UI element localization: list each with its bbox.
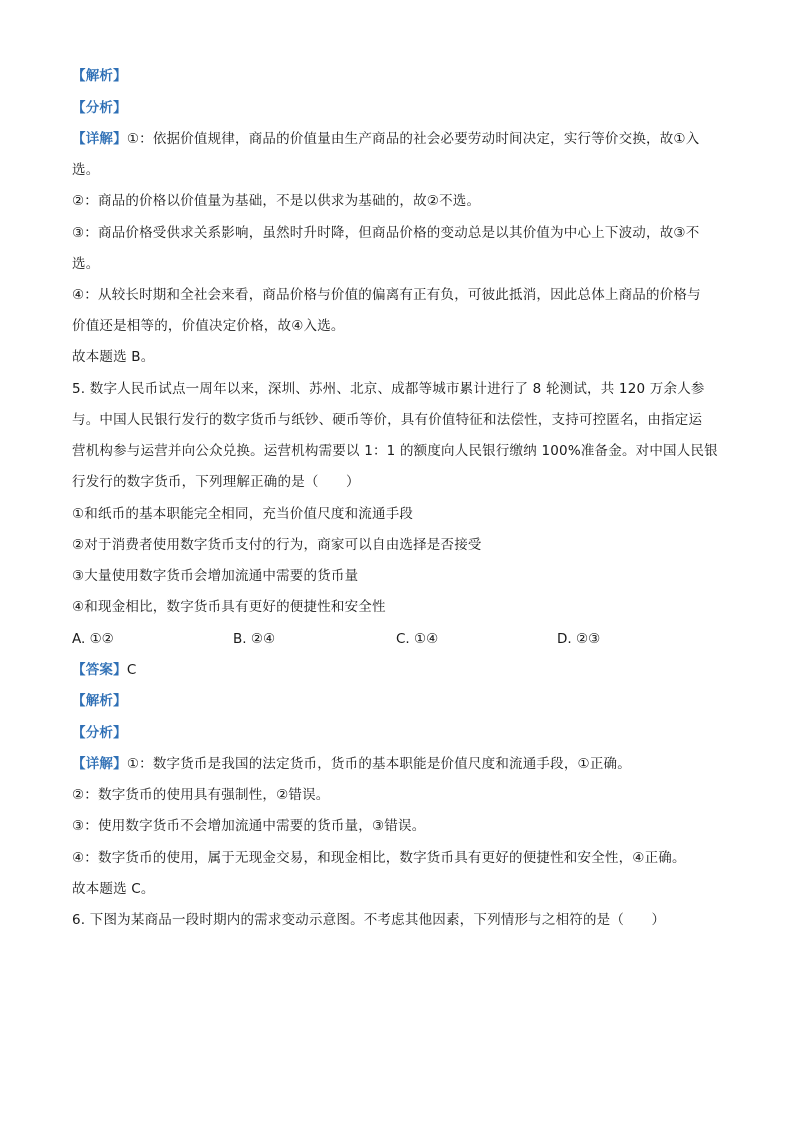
q5-item-text-3: ③大量使用数字货币会增加流通中需要的货币量 [72,568,359,584]
q5-jiexi-tag: 【解析】 [72,693,127,709]
q5-detail-text-4: ④：数字货币的使用，属于无现金交易，和现金相比，数字货币具有更好的便捷性和安全性，④正确。 [72,850,686,866]
q5-item-1 [72,504,724,524]
q5-detail-4 [72,848,724,868]
q6-stem-text-1: 6. 下图为某商品一段时期内的需求变动示意图。不考虑其他因素，下列情形与之相符的是（ ） [72,912,666,928]
q5-stem-text-4: 行发行的数字货币，下列理解正确的是（ ） [72,474,360,490]
q5-answer [72,660,724,680]
q5-detail-3 [72,816,724,836]
q5-fenxi-heading [72,723,724,743]
q5-stem-4 [72,472,724,492]
option-b: B. ②④ [233,631,276,647]
q5-item-text-1: ①和纸币的基本职能完全相同，充当价值尺度和流通手段 [72,506,414,522]
q5-detail-text-2: ②：数字货币的使用具有强制性，②错误。 [72,787,330,803]
q5-item-text-2: ②对于消费者使用数字货币支付的行为，商家可以自由选择是否接受 [72,537,482,553]
analysis-text-3a: ③：商品价格受供求关系影响，虽然时升时降，但商品价格的变动总是以其价值为中心上下波动，故③不 [72,225,700,241]
xiangjie-text-1: ①：依据价值规律，商品的价值量由生产商品的社会必要劳动时间决定，实行等价交换，故①入 [126,131,700,147]
analysis-line-4b [72,316,724,336]
analysis-line-3a [72,223,724,243]
option-c: C. ①④ [396,631,439,647]
fenxi-tag: 【分析】 [72,100,127,116]
q5-stem-1 [72,379,724,399]
q5-stem-2 [72,410,724,430]
q5-item-2 [72,535,724,555]
q5-stem-text-2: 与。中国人民银行发行的数字货币与纸钞、硬币等价，具有价值特征和法偿性，支持可控匿名，由指定运 [72,412,703,428]
analysis-line-2 [72,191,724,211]
jiexi-tag: 【解析】 [72,68,127,84]
q5-item-3 [72,566,724,586]
q5-stem-text-1: 5. 数字人民币试点一周年以来，深圳、苏州、北京、成都等城市累计进行了 8 轮测试，共 120 万余人参 [72,381,705,397]
xiangjie-tag: 【详解】 [72,131,127,147]
q5-item-text-4: ④和现金相比，数字货币具有更好的便捷性和安全性 [72,599,386,615]
answer-tag: 【答案】 [72,662,127,678]
xiangjie-text-1b: 选。 [72,162,100,178]
answer-value: C [126,662,137,678]
analysis-text-4a: ④：从较长时期和全社会来看，商品价格与价值的偏离有正有负，可彼此抵消，因此总体上商品的价格与 [72,287,701,303]
analysis-text-3b: 选。 [72,256,100,272]
q5-detail-text-1: ①：数字货币是我国的法定货币，货币的基本职能是价值尺度和流通手段，①正确。 [126,756,631,772]
option-d: D. ②③ [557,631,601,647]
q4-conclusion-text: 故本题选 B。 [72,349,155,365]
analysis-line-3b [72,254,724,274]
jiexi-heading [72,66,724,86]
q5-detail-1 [72,754,724,774]
q4-conclusion [72,347,724,367]
xiangjie-line-1 [72,129,724,149]
q5-stem-text-3: 营机构参与运营并向公众兑换。运营机构需要以 1：1 的额度向人民银行缴纳 100%准备金。对中国人民银 [72,443,718,459]
q5-fenxi-tag: 【分析】 [72,725,127,741]
q5-jiexi-heading [72,691,724,711]
q5-stem-3 [72,441,724,461]
analysis-text-4b: 价值还是相等的，价值决定价格，故④入选。 [72,318,345,334]
fenxi-heading [72,98,724,118]
q6-stem-1 [72,910,724,930]
analysis-line-4a [72,285,724,305]
analysis-text-2: ②：商品的价格以价值量为基础，不是以供求为基础的，故②不选。 [72,193,481,209]
q5-conclusion-text: 故本题选 C。 [72,881,155,897]
q5-conclusion [72,879,724,899]
xiangjie-line-1b [72,160,724,180]
q5-detail-2 [72,785,724,805]
q5-xiangjie-tag: 【详解】 [72,756,127,772]
option-a: A. ①② [72,631,114,647]
q5-item-4 [72,597,724,617]
q5-detail-text-3: ③：使用数字货币不会增加流通中需要的货币量，③错误。 [72,818,426,834]
